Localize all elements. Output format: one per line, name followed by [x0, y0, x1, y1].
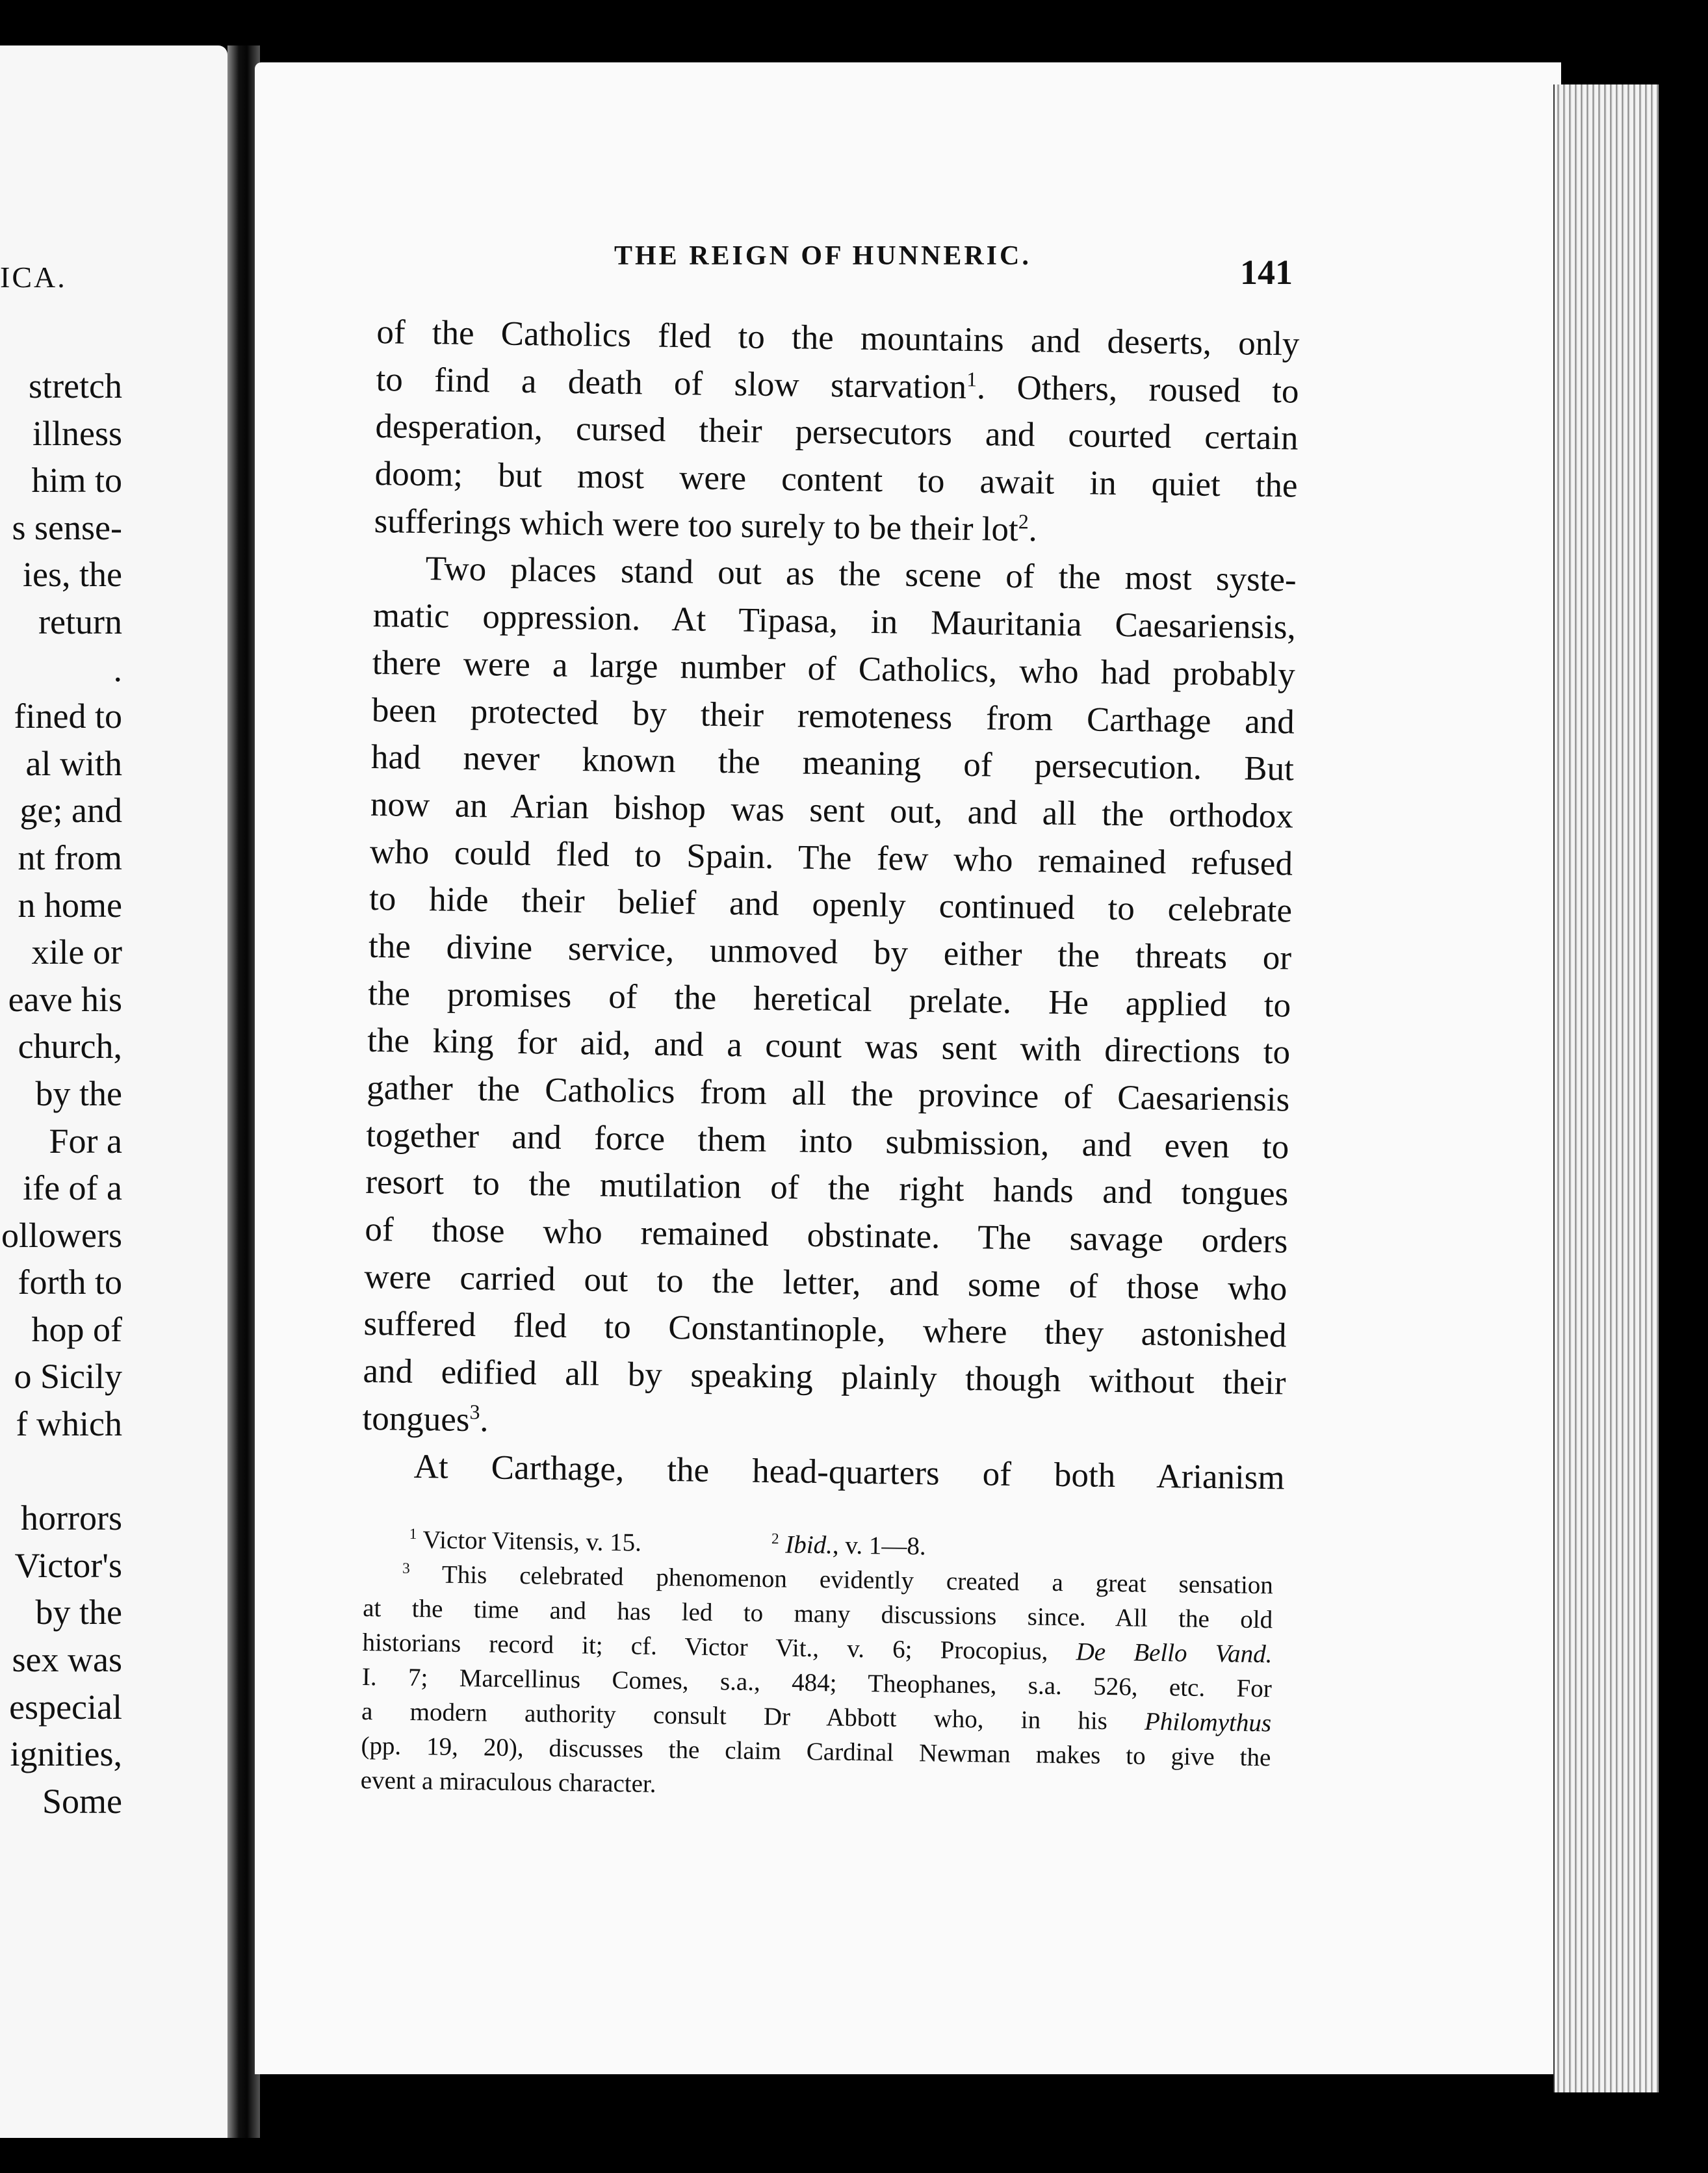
- left-page-text: [0, 363, 122, 1825]
- left-page-line: horrors: [21, 1498, 122, 1538]
- body-line: tongues$^3$.: [362, 1399, 489, 1439]
- left-page-line: by the: [35, 1593, 122, 1632]
- scan-border: [0, 2138, 1708, 2173]
- left-page-line: illness: [32, 413, 122, 453]
- body-text: [361, 309, 1300, 1502]
- body-line: matic oppression. At Tipasa, in Mauritania Caesariensis,: [372, 597, 1297, 647]
- body-line: and edified all by speaking plainly though without their: [363, 1352, 1286, 1402]
- left-page-line: forth to: [18, 1263, 122, 1302]
- left-page-line: by the: [35, 1074, 122, 1113]
- page-number: 141: [1240, 253, 1293, 292]
- footnote-3-line: historians record it; cf. Victor Vit., v. 6; Procopius, De Bello Vand.: [362, 1628, 1273, 1669]
- left-page-line: al with: [25, 743, 122, 783]
- footnote-3-line: (pp. 19, 20), discusses the claim Cardinal Newman makes to give the: [361, 1731, 1271, 1772]
- body-line: there were a large number of Catholics, who had probably: [372, 643, 1296, 694]
- body-line: the king for aid, and a count was sent with directions to: [367, 1022, 1291, 1072]
- footnote-1-and-2: $^1$ Victor Vitensis, v. 15. $^2$ Ibid., v. 1—8.: [409, 1525, 926, 1561]
- left-page-line: o Sicily: [14, 1357, 122, 1396]
- body-line: who could fled to Spain. The few who remained refused: [369, 832, 1293, 883]
- footnote-ref: 2: [1018, 510, 1029, 534]
- body-line: Two places stand out as the scene of the most syste-: [425, 550, 1297, 599]
- body-line: of those who remained obstinate. The savage orders: [365, 1210, 1288, 1261]
- running-title: THE REIGN OF HUNNERIC.: [614, 241, 1031, 271]
- body-line: At Carthage, the head-quarters of both Arianism: [413, 1447, 1285, 1497]
- left-page-line: especial: [9, 1687, 122, 1727]
- body-line: gather the Catholics from all the province of Caesariensis: [366, 1068, 1290, 1119]
- body-line: to find a death of slow starvation$^1$. Others, roused to: [376, 360, 1299, 411]
- footnotes: [360, 1522, 1273, 1809]
- left-page-line: n home: [18, 885, 122, 925]
- left-page-line: church,: [18, 1027, 122, 1066]
- body-line: were carried out to the letter, and some of those who: [364, 1257, 1287, 1308]
- left-page-line: f which: [16, 1404, 122, 1444]
- body-line: to hide their belief and openly continued to celebrate: [369, 880, 1293, 930]
- body-line: had never known the meaning of persecution. But: [370, 738, 1295, 788]
- footnote-3-line: I. 7; Marcellinus Comes, s.a., 484; Theophanes, s.a. 526, etc. For: [361, 1662, 1273, 1703]
- footnote-3-line: $^3$ This celebrated phenomenon evidently created a great sensation: [402, 1560, 1274, 1600]
- body-line: the divine service, unmoved by either the threats or: [368, 927, 1292, 977]
- footnote-3-line: a modern authority consult Dr Abbott who, in his Philomythus: [361, 1697, 1272, 1738]
- left-page-line: ignities,: [10, 1734, 122, 1774]
- body-line: of the Catholics fled to the mountains and deserts, only: [376, 313, 1300, 363]
- previous-page: [0, 45, 227, 2151]
- body-line: desperation, cursed their persecutors and courted certain: [375, 407, 1299, 457]
- left-page-line: For a: [49, 1121, 122, 1161]
- left-page-line: .: [113, 649, 122, 689]
- left-page-line: xile or: [31, 932, 122, 972]
- left-page-line: Victor's: [14, 1545, 122, 1585]
- body-line: resort to the mutilation of the right hands and tongues: [365, 1163, 1289, 1213]
- left-page-line: return: [38, 602, 122, 641]
- left-page-line: stretch: [29, 366, 122, 405]
- left-page-line: ollowers: [1, 1215, 122, 1255]
- body-line: been protected by their remoteness from Carthage and: [371, 691, 1295, 741]
- left-page-line: [0, 1448, 122, 1495]
- left-page-line: ies, the: [23, 555, 122, 595]
- footnote-3-line: at the time and has led to many discussions since. All the old: [362, 1593, 1273, 1634]
- footnote-ref: 1: [966, 367, 977, 391]
- left-page-line: sex was: [12, 1640, 122, 1680]
- footnote-3-line: event a miraculous character.: [360, 1766, 656, 1798]
- body-line: doom; but most were content to await in quiet the: [374, 455, 1298, 505]
- left-page-line: ife of a: [23, 1168, 122, 1208]
- left-page-line: Some: [42, 1781, 122, 1821]
- page-edges: [1553, 84, 1659, 2092]
- left-page-line: eave his: [8, 979, 122, 1019]
- body-line: suffered fled to Constantinople, where they astonished: [363, 1305, 1287, 1355]
- left-page-line: s sense-: [12, 508, 122, 547]
- left-page-line: ge; and: [19, 791, 122, 830]
- body-line: the promises of the heretical prelate. He applied to: [367, 974, 1291, 1025]
- left-page-line: fined to: [14, 697, 122, 736]
- footnote-ref: 3: [469, 1400, 480, 1424]
- body-line: together and force them into submission, and even to: [365, 1116, 1289, 1166]
- left-running-head: ICA.: [0, 261, 67, 294]
- left-page-line: nt from: [18, 838, 122, 877]
- left-page-line: him to: [31, 461, 122, 500]
- body-line: sufferings which were too surely to be their lot$^2$.: [374, 502, 1038, 549]
- body-line: now an Arian bishop was sent out, and all the orthodox: [370, 785, 1294, 836]
- left-page-line: hop of: [31, 1309, 122, 1349]
